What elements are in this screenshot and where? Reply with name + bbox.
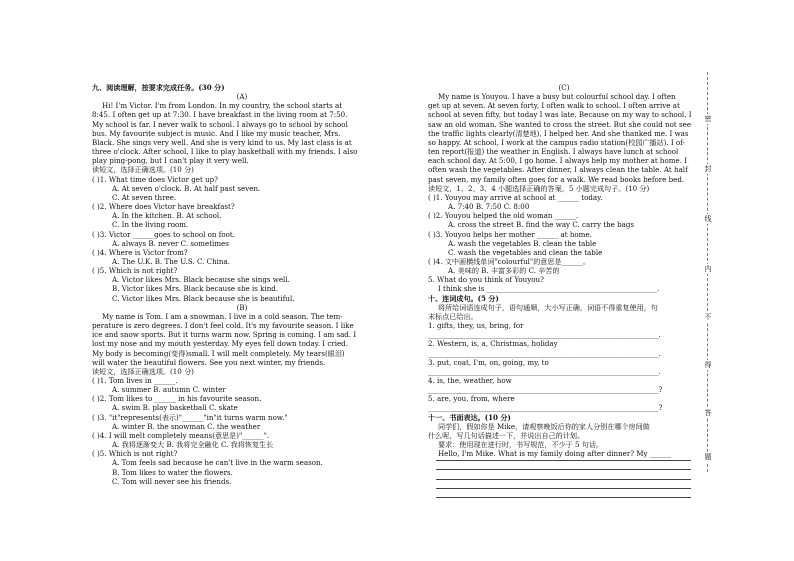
option-line: A. always B. never C. sometimes (112, 238, 229, 248)
question-line: ( )3. Youyou helps her mother ______ at home. (428, 229, 592, 239)
text-line: _________________________________________________________________. (428, 330, 661, 340)
question-line: ( )2. Youyou helped the old woman ______. (428, 211, 579, 221)
text-line: past seven, my family often goes for a walk. We read books before bed. (428, 174, 685, 184)
option-line: A. swim B. play basketball C. skate (112, 403, 238, 413)
text-line: (C) (558, 83, 570, 92)
option-line: A. 我将逐渐变大 B. 我将完全融化 C. 我将恢复生长 (112, 440, 274, 450)
text-line: get up at seven. At seven forty, I often walk to school. I often arrive at (428, 101, 680, 111)
option-line: A. The U.K. B. The U.S. C. China. (112, 256, 230, 266)
text-line: (A) (236, 92, 248, 102)
text-line: perature is zero degrees. I don't feel cold. It's my favourite season. I like (92, 321, 354, 331)
seal-char: 不 (702, 312, 714, 322)
option-line: C. Victor likes Mrs. Black because she is beautiful. (112, 293, 295, 303)
option-line: A. cross the street B. find the way C. carry the bags (448, 220, 635, 230)
text-line: 读短文，选择正确选项。(10 分) (92, 366, 194, 376)
seal-char: 内 (702, 264, 714, 274)
text-line: 3. put, coat, I'm, on, going, my, to (428, 357, 549, 367)
right-column (428, 83, 700, 458)
text-line: _________________________________________________________________. (428, 366, 661, 376)
text-line: 5. are, you, from, where (428, 394, 515, 404)
text-line: My body is becoming(变得)small. I will melt completely. My tears(眼泪) (92, 348, 345, 358)
text-line: the traffic lights clearly(清楚地), I helped her. And she thanked me. I was (428, 128, 689, 138)
section-heading: 十一、书面表达。(10 分) (428, 412, 511, 422)
answer-line[interactable] (436, 497, 691, 498)
seal-char: 线 (702, 214, 714, 224)
question-line: ( )3. "it"represents(表示)"______"in"it turns warm now." (92, 412, 288, 422)
seal-char: 得 (702, 360, 714, 370)
text-line: play ping-pong, but I can't play it very well. (92, 156, 249, 166)
seal-line (700, 72, 716, 472)
option-line: A. At seven o'clock. B. At half past seven. (112, 183, 261, 193)
text-line: _________________________________________________________________. (428, 348, 661, 358)
text-line: (B) (236, 302, 248, 312)
option-line: B. Tom likes to water the flowers. (112, 467, 233, 477)
text-line: My name is Youyou. I have a busy but colourful school day. I often (438, 92, 676, 102)
text-line: Hi! I'm Victor. I'm from London. In my country, the school starts at (102, 101, 343, 111)
question-line: ( )5. Which is not right? (92, 266, 178, 276)
text-line: 什么呢，写几句话描述一下，并说出自己的计划。 (428, 430, 585, 440)
seal-char: 题 (702, 452, 714, 462)
seal-char: 封 (702, 164, 714, 174)
question-line: ( )2. Tom likes to ______ in his favourite season. (92, 394, 262, 404)
text-line: 4. is, the, weather, how (428, 376, 512, 385)
text-line: 将所给词语连成句子，语句通顺，大小写正确，词语不得重复使用，句 (438, 302, 658, 312)
writing-answer-lines[interactable] (436, 460, 691, 506)
section-heading: 九、阅读理解，按要求完成任务。(30 分) (92, 83, 225, 92)
text-line: My school is far. I never walk to school. I always go to school by school (92, 119, 348, 129)
text-line: _________________________________________________________________? (428, 403, 663, 413)
text-line: 1. gifts, they, us, bring, for (428, 321, 524, 331)
question-line: ( )1. Youyou may arrive at school at ______ today. (428, 192, 603, 202)
text-line: bus. My favourite subject is music. And I like my music teacher, Mrs. (92, 128, 341, 138)
answer-line[interactable] (436, 469, 691, 470)
question-line: ( )5. Which is not right? (92, 449, 178, 459)
question-line: ( )4. Where is Victor from? (92, 247, 188, 257)
text-line: I think she is ________________________________________________. (438, 284, 660, 294)
option-line: A. summer B. autumn C. winter (112, 385, 226, 395)
option-line: A. Tom feels sad because he can't live in the warm season. (112, 458, 323, 468)
question-line: 5. What do you think of Youyou? (428, 275, 544, 285)
text-line: My name is Tom. I am a snowman. I live in a cold season. The tem- (102, 311, 343, 321)
text-line: 读短文，1、2、3、4 小题选择正确的答案，5 小题完成句子。(10 分) (428, 183, 650, 193)
option-line: A. winter B. the snowman C. the weather (112, 421, 261, 431)
question-line: ( )1. Tom lives in ______. (92, 376, 178, 385)
text-line: ten report(报道) the weather in English. I always have lunch at school (428, 147, 679, 157)
question-line: ( )1. What time does Victor get up? (92, 174, 218, 184)
seal-char: 密 (702, 114, 714, 124)
option-line: A. 7:40 B. 7:50 C. 8:00 (448, 202, 530, 212)
text-line: _________________________________________________________________? (428, 385, 663, 395)
option-line: B. Victor likes Mrs. Black because she is kind. (112, 284, 279, 294)
option-line: A. 美味的 B. 丰富多彩的 C. 辛苦的 (448, 266, 560, 276)
question-line: ( )3. Victor ______goes to school on foot. (92, 229, 235, 239)
answer-line[interactable] (436, 479, 691, 480)
option-line: C. Tom will never see his friends. (112, 476, 232, 486)
text-line: lost my nose and my mouth yesterday. My eyes fell down today. I cried. (92, 339, 348, 349)
text-line: 8:45. I often get up at 7:30. I have breakfast in the living room at 7:50. (92, 110, 348, 120)
left-column (92, 83, 392, 486)
text-line: each school day. At 5:00, I go home. I always help my mother at home. I (428, 156, 688, 166)
seal-char: 答 (702, 408, 714, 418)
option-line: C. At seven three. (112, 192, 177, 202)
text-line: 2. Western, is, a, Christmas, holiday (428, 339, 558, 349)
text-line: will water the beautiful flowers. See you next winter, my friends. (92, 357, 326, 367)
text-line: often wash the vegetables. After dinner, I always clean the table. At half (428, 165, 688, 175)
text-line: 末标点已给出。 (428, 311, 478, 321)
text-line: ice and snow sports. But it turns warm now. Spring is coming. I am sad. I (92, 330, 357, 340)
answer-line[interactable] (436, 488, 691, 489)
text-line: 要求：使用现在进行时，书写规范，不少于 5 句话。 (438, 440, 604, 450)
text-line: school at seven fifty, but today I was late. Because on my way to school, I (428, 110, 692, 120)
option-line: C. In the living room. (112, 220, 189, 230)
text-line: 读短文，选择正确选项。(10 分) (92, 165, 194, 175)
answer-line[interactable] (436, 460, 691, 461)
option-line: A. wash the vegetables B. clean the table (448, 238, 597, 248)
question-line: ( )2. Where does Victor have breakfast? (92, 202, 235, 212)
question-line: ( )4. I will melt completely means(意思是)"______". (92, 430, 270, 440)
option-line: C. wash the vegetables and clean the table (448, 247, 603, 257)
question-line: ( )4. 文中画横线单词"colourful"的意思是______。 (428, 256, 590, 266)
text-line: saw an old woman. She wanted to cross the street. But she could not see (428, 119, 692, 129)
option-line: A. Victor likes Mrs. Black because she sings well. (112, 275, 290, 285)
option-line: A. In the kitchen. B. At school. (112, 211, 222, 221)
text-line: so happy. At school, I work at the campus radio station(校园广播站). I of- (428, 137, 685, 147)
text-line: three o'clock. After school, I like to play basketball with my friends. I also (92, 147, 358, 157)
text-line: Hello, I'm Mike. What is my family doing after dinner? My ______ (438, 449, 672, 459)
text-line: Black. She sings very well. And she is very kind to us. My last class is at (92, 137, 352, 147)
text-line: 同学们，假如你是 Mike，请观察晚饭后你的家人分别在哪个房间做 (438, 421, 650, 431)
section-heading: 十、连词成句。(5 分) (428, 293, 499, 303)
